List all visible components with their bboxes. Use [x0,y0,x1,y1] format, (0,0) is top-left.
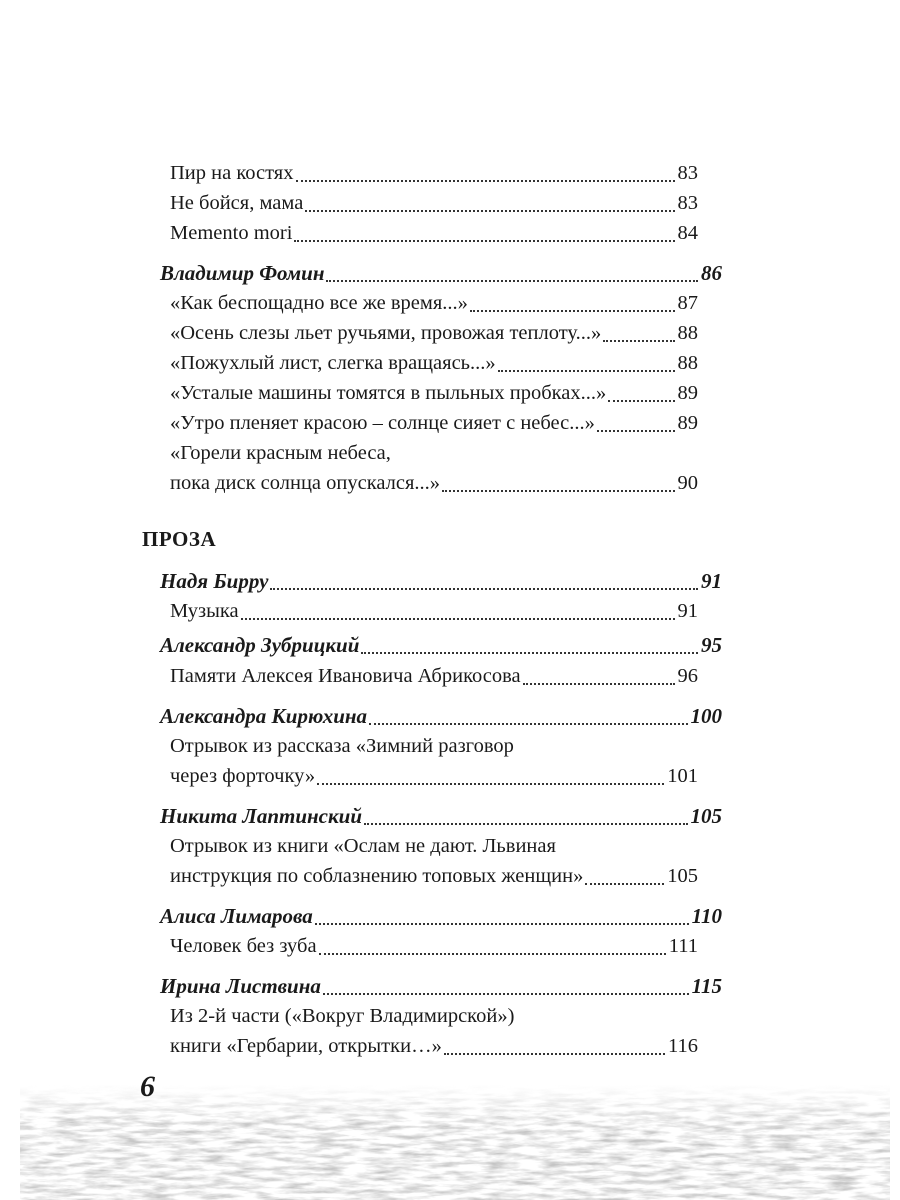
dot-leader [361,652,698,654]
toc-entry[interactable] [170,218,698,248]
toc-entry[interactable] [170,661,698,691]
entry-title-line2: пока диск солнца опускался...» [170,472,441,494]
entry-title: Не бойся, мама [170,192,304,214]
toc-author-entry[interactable] [160,801,722,831]
dot-leader [241,618,675,620]
dot-leader [597,430,675,432]
entry-title: Пир на костях [170,162,294,184]
author-page: 100 [690,704,722,728]
dot-leader [444,1053,665,1055]
author-page: 110 [691,904,722,928]
entry-title-line1: «Горели красным небеса, [170,442,391,464]
dot-leader [442,490,674,492]
toc-author-entry[interactable] [160,901,722,931]
dot-leader [326,280,698,282]
dot-leader [523,683,675,685]
entry-page: 116 [668,1035,698,1057]
author-name: Алиса Лимарова [160,904,313,928]
author-name: Надя Бирру [160,569,269,593]
dot-leader [319,953,666,955]
entry-page: 89 [677,382,698,404]
entry-page: 88 [677,322,698,344]
entry-page: 87 [677,292,698,314]
toc-entry[interactable] [170,1031,698,1061]
dot-leader [315,923,689,925]
toc-author-entry[interactable] [160,630,722,660]
author-name: Никита Лаптинский [160,804,363,828]
dot-leader [305,210,674,212]
entry-title: Памяти Алексея Ивановича Абрикосова [170,665,521,687]
entry-page: 90 [677,472,698,494]
toc-entry[interactable] [170,408,698,438]
dot-leader [296,180,675,182]
dot-leader [608,400,674,402]
section-title: ПРОЗА [142,527,217,551]
toc-author-entry[interactable] [160,701,722,731]
entry-title-line2: через форточку» [170,765,316,787]
dot-leader [270,588,698,590]
entry-title-line2: инструкция по соблазнению топовых женщин» [170,865,584,887]
dot-leader [498,370,675,372]
entry-title-line1: Отрывок из книги «Ослам не дают. Львиная [170,835,556,857]
author-page: 91 [701,569,722,593]
toc-entry[interactable] [170,761,698,791]
page-number: 6 [140,1070,155,1103]
toc-entry[interactable] [170,596,698,626]
entry-page: 105 [667,865,698,887]
toc-entry[interactable] [170,861,698,891]
dot-leader [317,783,664,785]
toc-entry[interactable] [170,318,698,348]
author-page: 95 [701,633,722,657]
entry-title: «Осень слезы льет ручьями, провожая теплоту...» [170,322,602,344]
author-name: Александр Зубрицкий [160,633,360,657]
entry-title: «Как беспощадно все же время...» [170,292,468,314]
entry-title: Музыка [170,600,239,622]
entry-title: Человек без зуба [170,935,317,957]
dot-leader [603,340,674,342]
toc-entry[interactable] [170,931,698,961]
entry-title-line2: книги «Гербарии, открытки…» [170,1035,442,1057]
dot-leader [470,310,675,312]
entry-title-line1: Из 2-й части («Вокруг Владимирской») [170,1005,515,1027]
entry-title: «Пожухлый лист, слегка вращаясь...» [170,352,496,374]
toc-entry[interactable] [170,158,698,188]
entry-page: 84 [677,222,698,244]
toc-author-entry[interactable] [160,566,722,596]
toc-author-entry[interactable] [160,971,722,1001]
entry-page: 111 [668,935,698,957]
entry-page: 101 [667,765,698,787]
entry-page: 91 [677,600,698,622]
toc-entry[interactable] [170,378,698,408]
entry-page: 83 [677,162,698,184]
author-name: Владимир Фомин [160,261,325,285]
dot-leader [364,823,687,825]
dot-leader [369,723,687,725]
decorative-grunge-band [0,1085,900,1200]
toc-entry[interactable] [170,348,698,378]
toc-entry[interactable] [170,288,698,318]
entry-page: 83 [677,192,698,214]
entry-title: «Усталые машины томятся в пыльных пробках...» [170,382,607,404]
entry-page: 89 [677,412,698,434]
author-name: Александра Кирюхина [160,704,368,728]
entry-title: Memento mori [170,222,293,244]
dot-leader [294,240,674,242]
dot-leader [323,993,689,995]
author-name: Ирина Листвина [160,974,321,998]
toc-entry[interactable] [170,468,698,498]
entry-title-line1: Отрывок из рассказа «Зимний разговор [170,735,514,757]
entry-page: 88 [677,352,698,374]
entry-title: «Утро пленяет красою – солнце сияет с небес...» [170,412,595,434]
toc-author-entry[interactable] [160,258,722,288]
dot-leader [585,883,664,885]
author-page: 105 [690,804,722,828]
entry-page: 96 [677,665,698,687]
toc-entry[interactable] [170,188,698,218]
author-page: 86 [701,261,722,285]
author-page: 115 [691,974,722,998]
